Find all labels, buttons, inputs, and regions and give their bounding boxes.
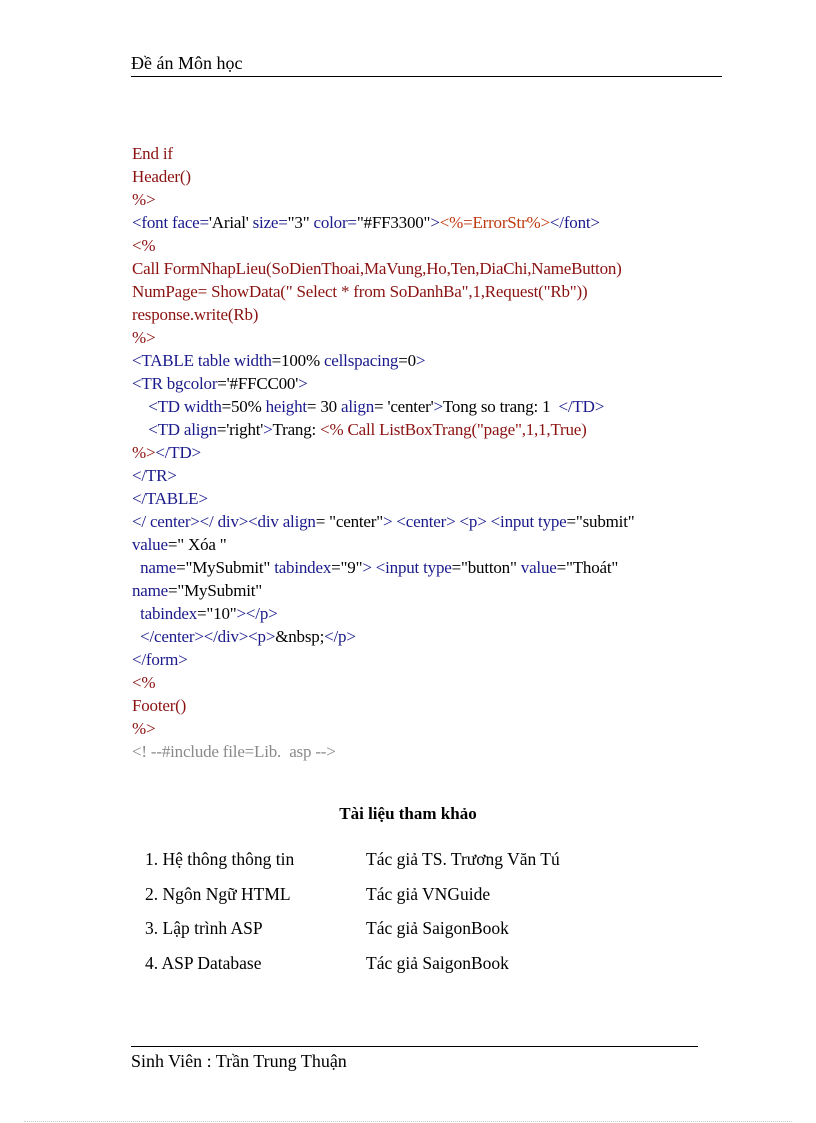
footer-text: Sinh Viên : Trần Trung Thuận [131, 1051, 347, 1071]
code-token: =0 [398, 351, 416, 370]
code-token: > [263, 420, 273, 439]
reference-title: 3. Lập trình ASP [145, 918, 263, 938]
code-token: ="button" [451, 558, 517, 577]
code-token: "#FF3300" [356, 213, 431, 232]
code-line: End if [132, 144, 173, 163]
code-line [132, 211, 732, 234]
code-line: %> [132, 719, 156, 738]
code-line: NumPage= ShowData(" Select * from SoDanhBa",1,Request("Rb")) [132, 282, 588, 301]
code-line: <% [132, 236, 156, 255]
code-token: tabindex [270, 558, 332, 577]
code-line: %> [132, 328, 156, 347]
reference-title: 4. ASP Database [145, 952, 262, 973]
code-line [132, 395, 732, 418]
code-token: </p> [324, 627, 356, 646]
header-title: Đề án Môn học [131, 53, 243, 73]
code-token: = "center" [315, 512, 383, 531]
code-token: ='right' [216, 420, 264, 439]
page-header [131, 52, 722, 77]
references-heading: Tài liệu tham khảo [339, 804, 477, 823]
code-token: > [415, 351, 426, 370]
code-token: <% Call ListBoxTrang("page",1,1,True) [320, 420, 587, 439]
code-line [132, 533, 732, 556]
footer-divider [131, 1046, 698, 1047]
code-line [132, 510, 732, 533]
code-token: ="10" [197, 604, 237, 623]
page-edge-divider [24, 1121, 792, 1122]
code-token: </TD> [155, 443, 201, 462]
code-line [132, 625, 732, 648]
code-token: =100% [271, 351, 320, 370]
reference-title: 1. Hệ thông thông tin [145, 849, 295, 869]
reference-author: Tác giả TS. Trương Văn Tú [366, 849, 560, 869]
code-token: > <input type [362, 558, 452, 577]
code-token: ="MySubmit" [168, 581, 263, 600]
code-token: </TD> [558, 397, 605, 416]
code-token: height [261, 397, 307, 416]
code-token: ></p> [236, 604, 278, 623]
code-token: <TR bgcolor [132, 374, 218, 393]
code-token: =" Xóa " [167, 535, 227, 554]
code-line: <% [132, 673, 156, 692]
code-token: align [336, 397, 375, 416]
code-token: ="9" [331, 558, 363, 577]
code-token: > [430, 213, 440, 232]
code-token: =50% [221, 397, 262, 416]
code-token: value [516, 558, 557, 577]
code-line [132, 556, 732, 579]
code-token: = 30 [306, 397, 337, 416]
code-token: Tong so trang: 1 [442, 397, 551, 416]
code-token: Trang: [272, 420, 321, 439]
code-listing [132, 142, 732, 763]
code-line: Header() [132, 167, 191, 186]
code-line: %> [132, 190, 156, 209]
code-token: ="MySubmit" [176, 558, 271, 577]
code-token: cellspacing [319, 351, 399, 370]
code-token: size= [248, 213, 288, 232]
code-token: </font> [549, 213, 600, 232]
code-token: %> [132, 443, 156, 462]
code-line [132, 418, 732, 441]
page-footer [131, 1050, 347, 1072]
code-token: > [298, 374, 308, 393]
code-token: "3" [287, 213, 310, 232]
code-token: = 'center' [374, 397, 434, 416]
code-line: </TABLE> [132, 489, 208, 508]
code-token: <TD width [148, 397, 222, 416]
code-token: ='#FFCC00' [217, 374, 299, 393]
code-line: <! --#include file=Lib. asp --> [132, 742, 336, 761]
code-token: value [132, 535, 168, 554]
reference-author: Tác giả SaigonBook [366, 918, 509, 938]
reference-title: 2. Ngôn Ngữ HTML [145, 883, 291, 904]
code-token: ="submit" [566, 512, 635, 531]
code-line [132, 372, 732, 395]
code-token: name [140, 558, 177, 577]
reference-item [145, 916, 665, 951]
code-token: name [132, 581, 169, 600]
code-line: </TR> [132, 466, 177, 485]
code-line [132, 579, 732, 602]
code-token: <%=ErrorStr%> [439, 213, 550, 232]
code-token: <font face= [132, 213, 209, 232]
code-token: > [433, 397, 443, 416]
reference-author: Tác giả SaigonBook [366, 952, 509, 973]
code-line [132, 349, 732, 372]
code-token: <TD align [148, 420, 217, 439]
code-token: &nbsp; [275, 627, 325, 646]
code-line: </form> [132, 650, 188, 669]
code-line [132, 602, 732, 625]
reference-item [145, 951, 665, 986]
reference-item [145, 882, 665, 917]
code-token: color= [309, 213, 357, 232]
code-token: tabindex [140, 604, 198, 623]
reference-author: Tác giả VNGuide [366, 883, 491, 904]
code-token: > <center> <p> <input type [382, 512, 567, 531]
code-line: response.write(Rb) [132, 305, 259, 324]
code-line: Call FormNhapLieu(SoDienThoai,MaVung,Ho,Ten,DiaChi,NameButton) [132, 259, 622, 278]
code-token: </ center></ div><div align [132, 512, 316, 531]
code-token: 'Arial' [208, 213, 249, 232]
reference-item [145, 847, 665, 882]
references-list [145, 847, 665, 985]
code-line [132, 441, 732, 464]
code-token: ="Thoát" [556, 558, 619, 577]
code-token: </center></div><p> [140, 627, 276, 646]
code-token: <TABLE table width [132, 351, 272, 370]
code-line: Footer() [132, 696, 187, 715]
